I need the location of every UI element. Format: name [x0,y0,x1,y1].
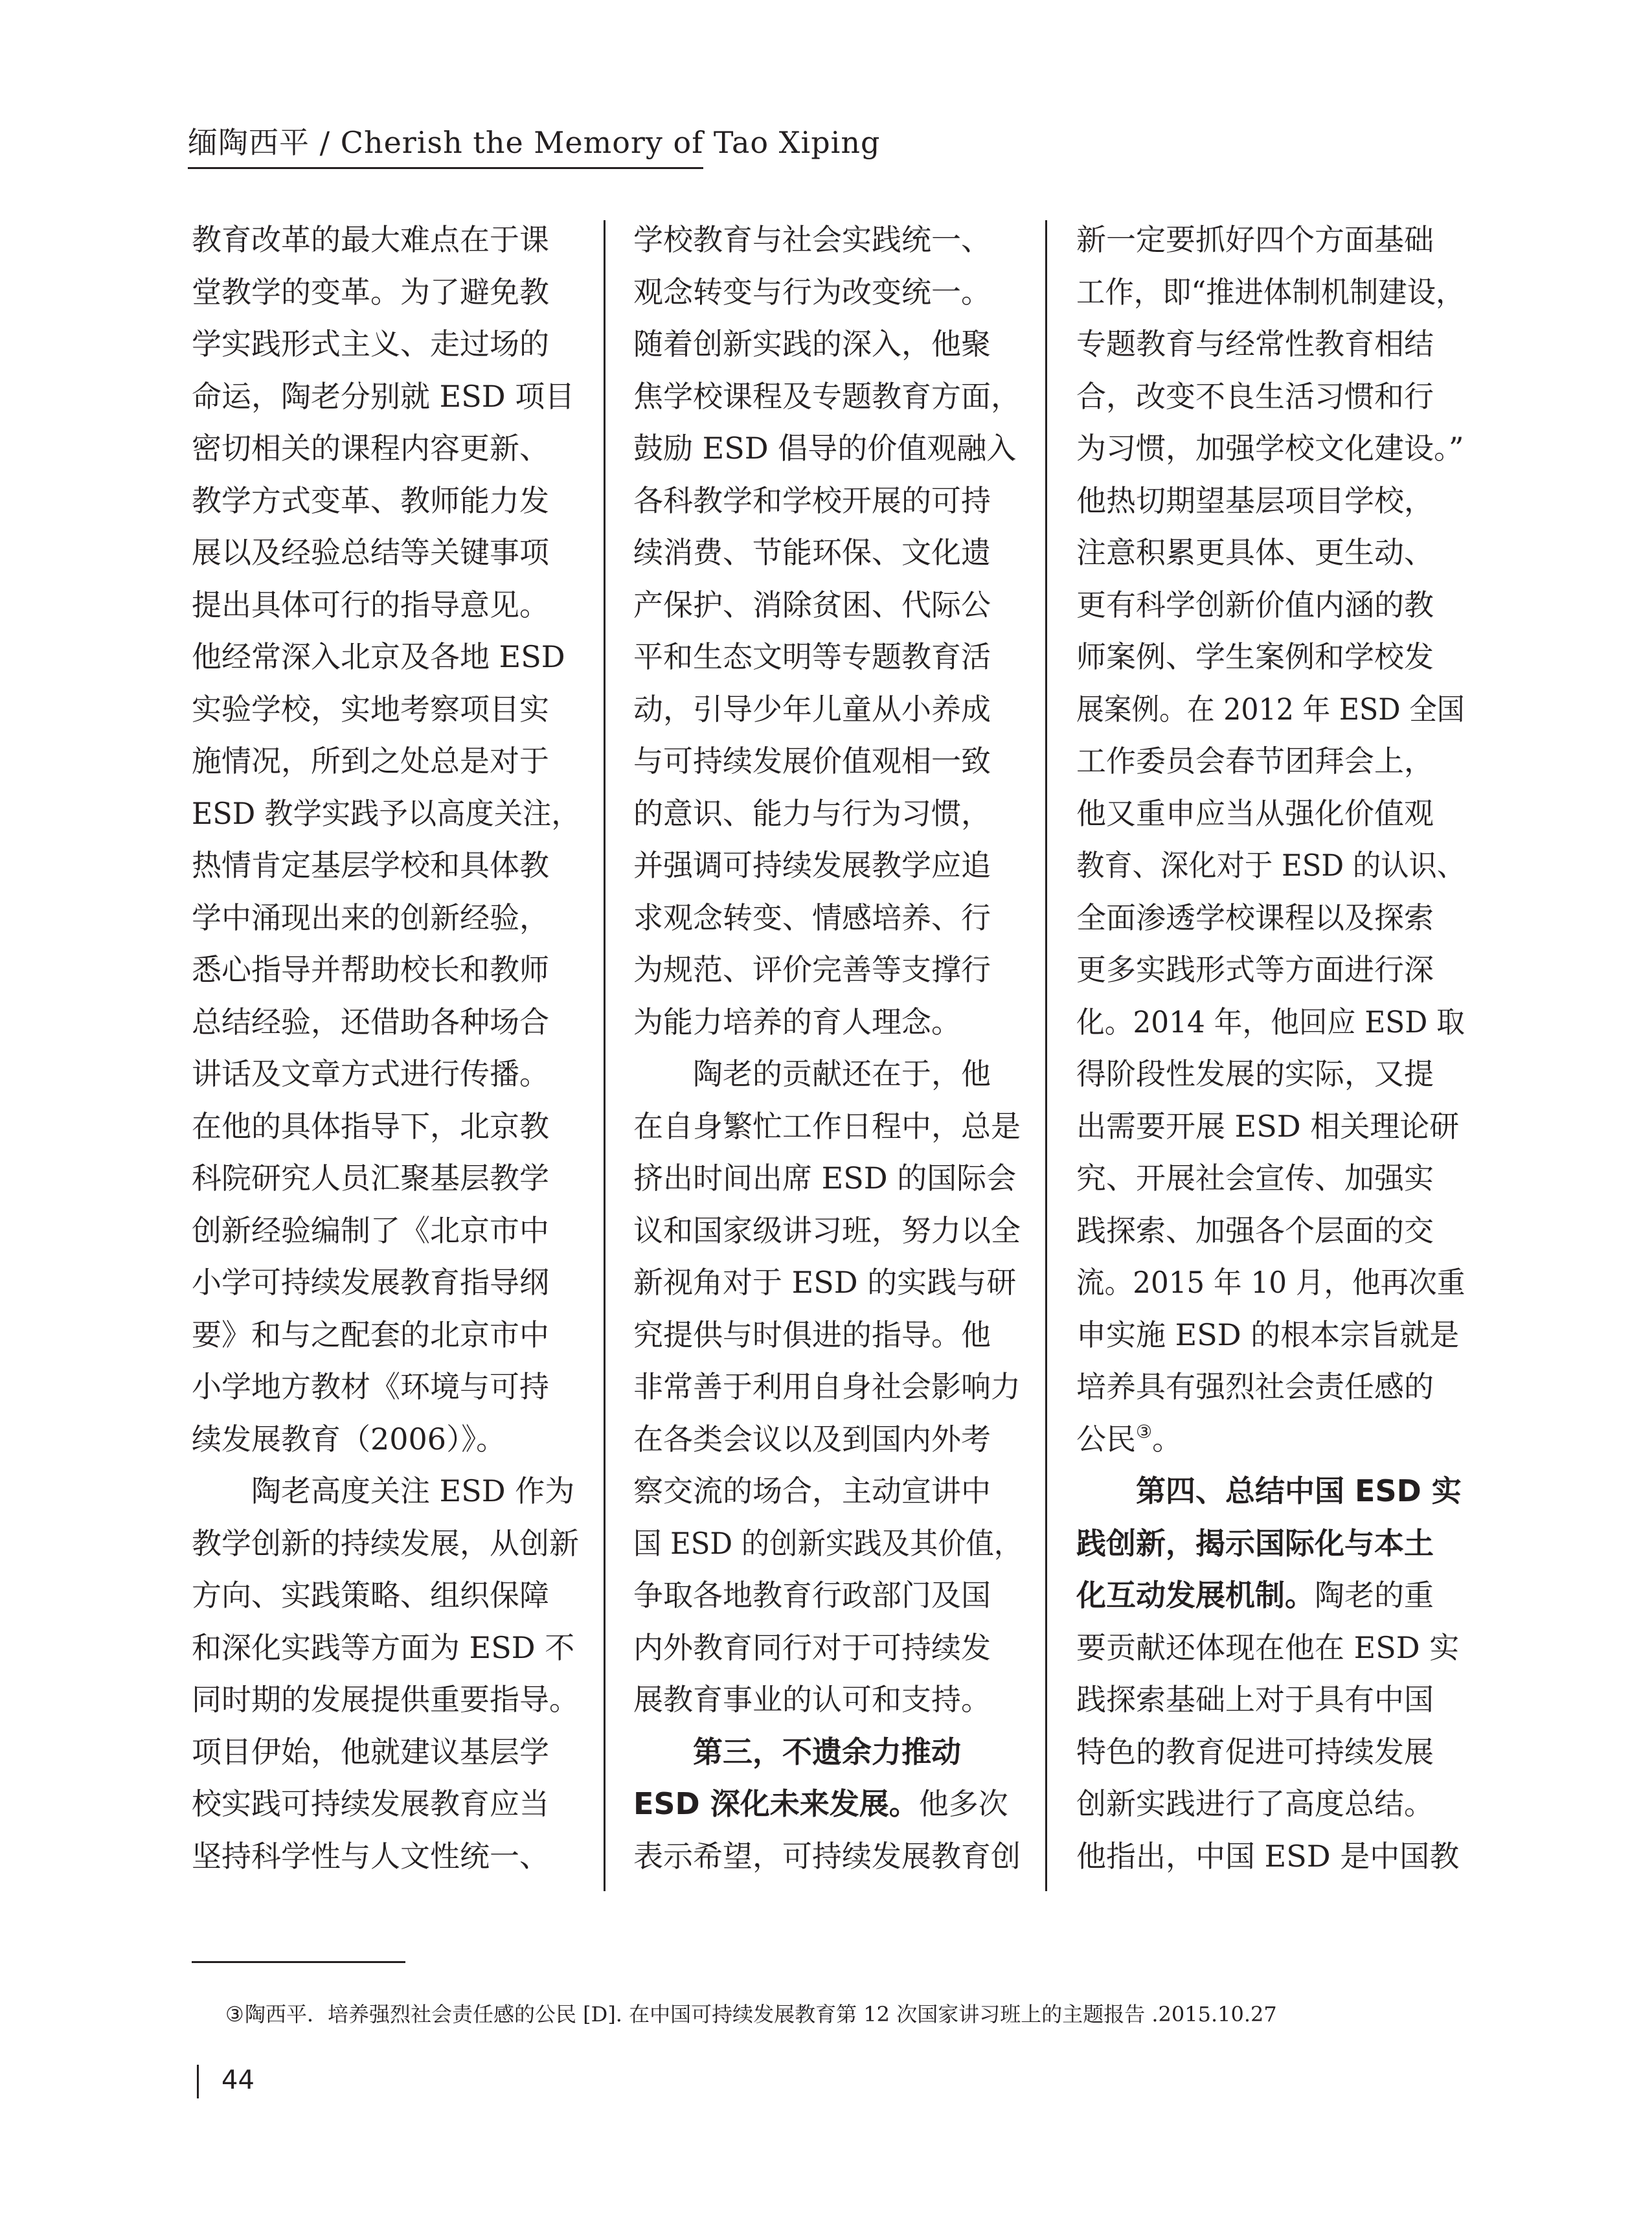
footnote-reference: ③ [1136,1420,1153,1442]
line-text: 新视角对于 ESD 的实践与研 [633,1265,1017,1300]
text-line [192,683,580,736]
text-line [1076,1674,1465,1726]
line-text: 新一定要抓好四个方面基础 [1076,222,1434,257]
text-line [1076,527,1465,579]
line-text: 教育、深化对于 ESD 的认识、 [1076,848,1465,883]
text-line [633,1361,1022,1413]
text-line [192,266,580,319]
text-line [633,1205,1022,1257]
line-text-continuation: 。 [1152,1421,1182,1457]
text-line [192,788,580,840]
text-line [192,475,580,527]
text-line [192,1205,580,1257]
line-text: 热情肯定基层学校和具体教 [192,848,549,883]
footnote-text: 陶西平．培养强烈社会责任感的公民 [D]. 在中国可持续发展教育第 12 次国家讲习班上的主题报告 .2015.10.27 [245,2002,1277,2027]
text-line [1076,683,1465,736]
text-line [1076,631,1465,683]
line-text-continuation: 他多次 [918,1786,1008,1821]
text-line [633,788,1022,840]
line-text: 国 ESD 的创新实践及其价值， [633,1525,1023,1561]
line-text: 非常善于利用自身社会影响力 [633,1369,1021,1404]
text-line [633,1674,1022,1726]
text-line [633,1569,1022,1622]
line-text: 察交流的场合，主动宣讲中 [633,1473,991,1508]
line-text: 的意识、能力与行为习惯， [633,795,991,831]
text-line [633,1100,1022,1153]
line-text: 施情况，所到之处总是对于 [192,744,549,778]
text-line [1076,475,1465,527]
line-text: 小学地方教材《环境与可持 [192,1369,549,1404]
text-line [1076,318,1465,370]
bold-heading-text: 践创新，揭示国际化与本土 [1076,1525,1434,1561]
column-divider [1045,220,1047,1891]
line-text: 公民 [1076,1421,1136,1457]
line-text: 他又重申应当从强化价值观 [1076,795,1434,831]
line-text: 创新经验编制了《北京市中 [192,1212,549,1248]
text-line [1076,892,1465,944]
text-line [633,631,1022,683]
line-text: 挤出时间出席 ESD 的国际会 [633,1161,1017,1196]
running-head: 缅陶西平 / Cherish the Memory of Tao Xiping [188,125,881,160]
bold-heading-text: 化互动发展机制。 [1076,1578,1315,1613]
text-line [633,214,1022,266]
line-text: 师案例、学生案例和学校发 [1076,639,1434,674]
text-line [192,214,580,266]
line-text: 流。2015 年 10 月，他再次重 [1076,1265,1465,1300]
text-line [192,892,580,944]
text-column-3 [1076,214,1465,1882]
text-line [633,1778,1022,1830]
line-text: 项目伊始，他就建议基层学 [192,1734,549,1769]
line-text: 工作委员会春节团拜会上， [1076,744,1434,778]
line-text: 续发展教育（2006）》。 [192,1421,506,1457]
line-text: 议和国家级讲习班，努力以全 [633,1212,1021,1248]
text-line [192,996,580,1049]
text-line [633,1048,1022,1100]
text-line [192,1309,580,1361]
line-text: 焦学校课程及专题教育方面， [633,378,1021,414]
line-text: 堂教学的变革。为了避免教 [192,274,549,310]
line-text: 坚持科学性与人文性统一、 [192,1838,549,1874]
text-line [633,735,1022,788]
text-line [1076,1622,1465,1674]
line-text: 教育改革的最大难点在于课 [192,222,549,257]
text-line [1076,1413,1465,1466]
line-text: 究提供与时俱进的指导。他 [633,1317,991,1352]
text-line [1076,1361,1465,1413]
text-line [633,944,1022,996]
line-text: 出需要开展 ESD 相关理论研 [1076,1108,1460,1144]
line-text: 平和生态文明等专题教育活 [633,639,991,674]
text-line [633,1256,1022,1309]
text-line [192,1152,580,1205]
text-line [1076,788,1465,840]
line-text: 专题教育与经常性教育相结 [1076,326,1434,361]
text-line [1076,1830,1465,1883]
line-text: 究、开展社会宣传、加强实 [1076,1161,1434,1196]
text-line [633,683,1022,736]
line-text: 在各类会议以及到国内外考 [633,1421,991,1457]
line-text: 化。2014 年，他回应 ESD 取 [1076,1004,1465,1039]
line-text: 合，改变不良生活习惯和行 [1076,378,1434,414]
text-line [192,422,580,475]
line-text: 在自身繁忙工作日程中，总是 [633,1108,1021,1144]
text-line [1076,1205,1465,1257]
line-text: 学中涌现出来的创新经验， [192,900,549,935]
line-text: 学校教育与社会实践统一、 [633,222,991,257]
text-line [1076,214,1465,266]
text-line [192,318,580,370]
text-line [192,1830,580,1883]
bold-heading-text: 第四、总结中国 ESD 实 [1136,1473,1462,1508]
line-text-continuation: 陶老的重 [1315,1578,1434,1613]
footnote [225,1999,1277,2030]
line-text: 观念转变与行为改变统一。 [633,274,991,310]
line-text: 培养具有强烈社会责任感的 [1076,1369,1434,1404]
text-line [192,1517,580,1570]
line-text: 得阶段性发展的实际，又提 [1076,1056,1434,1091]
text-line [633,527,1022,579]
text-line [633,1830,1022,1883]
text-line [192,1778,580,1830]
text-line [192,1100,580,1153]
line-text: 总结经验，还借助各种场合 [192,1004,549,1039]
line-text: 各科教学和学校开展的可持 [633,483,991,518]
line-text: ESD 教学实践予以高度关注， [192,795,580,831]
line-text: 更多实践形式等方面进行深 [1076,952,1434,987]
text-line [1076,1778,1465,1830]
text-line [192,1622,580,1674]
text-line [192,839,580,892]
text-line [633,892,1022,944]
line-text: 产保护、消除贫困、代际公 [633,587,991,622]
text-line [633,839,1022,892]
line-text: 同时期的发展提供重要指导。 [192,1682,579,1717]
line-text: 密切相关的课程内容更新、 [192,431,549,466]
line-text: 全面渗透学校课程以及探索 [1076,900,1434,935]
line-text: 随着创新实践的深入，他聚 [633,326,991,361]
line-text: 要贡献还体现在他在 ESD 实 [1076,1630,1460,1665]
line-text: 讲话及文章方式进行传播。 [192,1056,549,1091]
text-line [192,1256,580,1309]
line-text: 陶老的贡献还在于，他 [693,1056,991,1091]
line-text: 他热切期望基层项目学校， [1076,483,1434,518]
text-line [192,735,580,788]
line-text: 陶老高度关注 ESD 作为 [251,1473,575,1508]
text-line [1076,839,1465,892]
text-line [192,370,580,423]
line-text: 鼓励 ESD 倡导的价值观融入 [633,431,1017,466]
column-divider [604,220,605,1891]
text-line [1076,1152,1465,1205]
text-line [1076,1256,1465,1309]
text-line [1076,1517,1465,1570]
text-line [192,1465,580,1517]
text-line [633,422,1022,475]
line-text: 教学创新的持续发展，从创新 [192,1525,579,1561]
text-line [192,1569,580,1622]
text-line [1076,266,1465,319]
text-line [1076,370,1465,423]
line-text: 展案例。在 2012 年 ESD 全国 [1076,691,1465,727]
text-line [633,266,1022,319]
text-line [1076,735,1465,788]
text-line [1076,944,1465,996]
text-line [1076,579,1465,631]
text-line [1076,1465,1465,1517]
text-line [633,318,1022,370]
line-text: 方向、实践策略、组织保障 [192,1578,549,1613]
line-text: 内外教育同行对于可持续发 [633,1630,991,1665]
line-text: 创新实践进行了高度总结。 [1076,1786,1434,1821]
text-line [1076,996,1465,1049]
line-text: 践探索、加强各个层面的交 [1076,1212,1434,1248]
text-line [1076,1100,1465,1153]
line-text: 小学可持续发展教育指导纲 [192,1265,549,1300]
text-line [192,527,580,579]
text-line [192,1674,580,1726]
line-text: 申实施 ESD 的根本宗旨就是 [1076,1317,1460,1352]
text-line [633,1413,1022,1466]
line-text: 注意积累更具体、更生动、 [1076,535,1434,570]
footnote-mark: ③ [225,2002,244,2027]
text-line [192,944,580,996]
line-text: 展教育事业的认可和支持。 [633,1682,991,1717]
line-text: 命运，陶老分别就 ESD 项目 [192,378,575,414]
line-text: 为能力培养的育人理念。 [633,1004,961,1039]
line-text: 他经常深入北京及各地 ESD [192,639,565,674]
text-line [633,370,1022,423]
text-line [633,1622,1022,1674]
bold-heading-text: ESD 深化未来发展。 [633,1786,919,1821]
line-text: 与可持续发展价值观相一致 [633,744,991,778]
line-text: 续消费、节能环保、文化遗 [633,535,991,570]
text-line [633,1517,1023,1570]
text-line [192,579,580,631]
page-number: 44 [221,2065,255,2095]
bold-heading-text: 第三，不遗余力推动 [693,1734,961,1769]
line-text: 表示希望，可持续发展教育创 [633,1838,1021,1874]
footnote-rule [192,1961,405,1963]
text-column-2 [633,214,1022,1882]
line-text: 科院研究人员汇聚基层教学 [192,1161,549,1196]
line-text: 动，引导少年儿童从小养成 [633,691,991,727]
line-text: 校实践可持续发展教育应当 [192,1786,549,1821]
text-line [1076,1726,1465,1778]
page-number-bar [197,2065,199,2098]
line-text: 悉心指导并帮助校长和教师 [192,952,549,987]
text-line [1076,1048,1465,1100]
line-text: 为习惯，加强学校文化建设。” [1076,431,1464,466]
text-line [192,1413,580,1466]
text-line [633,475,1022,527]
line-text: 工作，即“推进体制机制建设， [1076,274,1465,310]
line-text: 特色的教育促进可持续发展 [1076,1734,1434,1769]
text-line [633,1726,1022,1778]
header-rule [188,167,703,169]
line-text: 更有科学创新价值内涵的教 [1076,587,1434,622]
line-text: 践探索基础上对于具有中国 [1076,1682,1434,1717]
text-line [633,579,1022,631]
line-text: 教学方式变革、教师能力发 [192,483,549,518]
line-text: 和深化实践等方面为 ESD 不 [192,1630,575,1665]
text-line [633,1309,1022,1361]
text-line [1076,1569,1465,1622]
line-text: 实验学校，实地考察项目实 [192,691,549,727]
line-text: 为规范、评价完善等支撑行 [633,952,991,987]
text-line [192,1726,580,1778]
text-line [1076,1309,1465,1361]
line-text: 展以及经验总结等关键事项 [192,535,549,570]
line-text: 学实践形式主义、走过场的 [192,326,549,361]
text-line [633,1465,1022,1517]
line-text: 求观念转变、情感培养、行 [633,900,991,935]
text-line [192,631,580,683]
line-text: 争取各地教育行政部门及国 [633,1578,991,1613]
line-text: 并强调可持续发展教学应追 [633,848,991,883]
line-text: 提出具体可行的指导意见。 [192,587,549,622]
text-line [633,1152,1022,1205]
text-line [192,1361,580,1413]
line-text: 他指出，中国 ESD 是中国教 [1076,1838,1460,1874]
text-line [1076,422,1465,475]
line-text: 要》和与之配套的北京市中 [192,1317,549,1352]
text-column-1 [192,214,580,1882]
line-text: 在他的具体指导下，北京教 [192,1108,549,1144]
text-line [633,996,1022,1049]
text-line [192,1048,580,1100]
